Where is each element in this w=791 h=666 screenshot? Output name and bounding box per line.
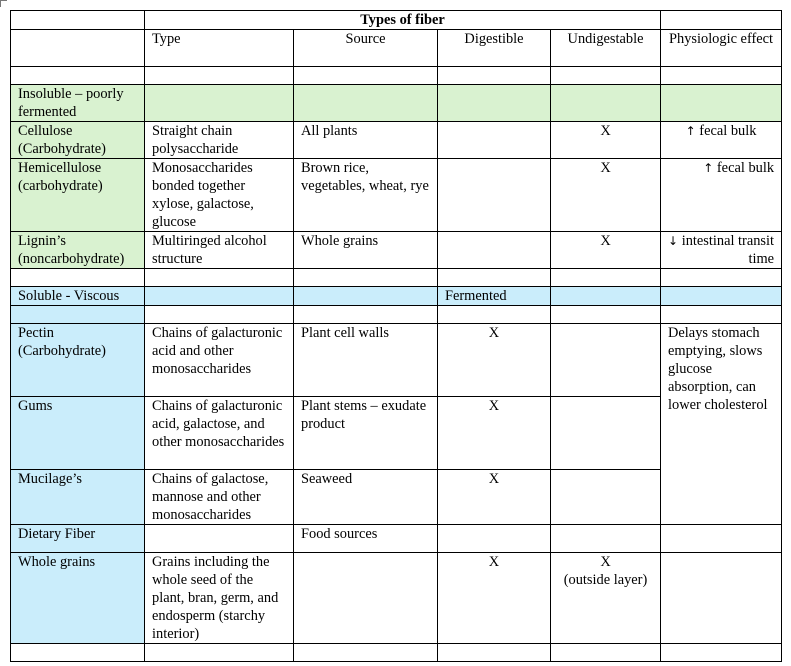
fiber-type: Multiringed alcohol structure	[145, 232, 294, 269]
undigestable-mark	[551, 397, 661, 470]
table-row	[11, 122, 782, 159]
fiber-name: Dietary Fiber	[11, 525, 145, 553]
table-title: Types of fiber	[145, 11, 661, 30]
fiber-type: Straight chain polysaccharide	[145, 122, 294, 159]
header-type: Type	[145, 30, 294, 67]
digestible-mark: X	[438, 397, 551, 470]
digestible-mark: X	[438, 470, 551, 525]
header-digestible: Digestible	[438, 30, 551, 67]
soluble-section-row	[11, 287, 782, 306]
undigestable-mark: X (outside layer)	[551, 553, 661, 644]
header-undigestable: Undigestable	[551, 30, 661, 67]
header-source: Source	[294, 30, 438, 67]
physiologic-effect	[661, 122, 782, 159]
fermented-label: Fermented	[438, 287, 551, 306]
undigestable-mark	[551, 324, 661, 397]
insoluble-section-row	[11, 85, 782, 122]
arrow-up-icon: ↑	[685, 124, 696, 138]
table-row	[11, 232, 782, 269]
fiber-source: Food sources	[294, 525, 438, 553]
fiber-types-table	[10, 10, 782, 662]
fiber-type: Chains of galactose, mannose and other monosaccharides	[145, 470, 294, 525]
table-row	[11, 525, 782, 553]
physiologic-effect	[661, 159, 782, 232]
effect-text: fecal bulk	[716, 160, 775, 176]
fiber-name: Whole grains	[11, 553, 145, 644]
digestible-mark	[438, 122, 551, 159]
empty-cell	[11, 11, 145, 30]
fiber-source: Whole grains	[294, 232, 438, 269]
arrow-down-icon: ↓	[668, 234, 679, 248]
digestible-mark	[438, 159, 551, 232]
fiber-name: Hemicellulose (carbohydrate)	[11, 159, 145, 232]
undigestable-mark: X	[551, 159, 661, 232]
fiber-source: Plant stems – exudate product	[294, 397, 438, 470]
header-row	[11, 30, 782, 67]
digestible-mark: X	[438, 324, 551, 397]
undigestable-note: (outside layer)	[563, 572, 648, 588]
spacer-row	[11, 67, 782, 85]
digestible-mark: X	[438, 553, 551, 644]
physiologic-effect	[661, 232, 782, 269]
undigestable-mark: X	[551, 122, 661, 159]
arrow-up-icon: ↑	[703, 161, 714, 175]
fiber-name: Lignin’s (noncarbohydrate)	[11, 232, 145, 269]
fiber-type: Chains of galacturonic acid and other monosaccharides	[145, 324, 294, 397]
table-row	[11, 553, 782, 644]
shared-physiologic-effect: Delays stomach emptying, slows glucose absorption, can lower cholesterol	[661, 324, 782, 525]
header-physiologic-effect: Physiologic effect	[661, 30, 782, 67]
undigestable-mark	[551, 470, 661, 525]
fiber-type: Chains of galacturonic acid, galactose, and other monosaccharides	[145, 397, 294, 470]
table-row	[11, 159, 782, 232]
insoluble-section-label: Insoluble – poorly fermented	[11, 85, 145, 122]
empty-cell	[661, 11, 782, 30]
fiber-source: Brown rice, vegetables, wheat, rye	[294, 159, 438, 232]
title-row	[11, 11, 782, 30]
fiber-name: Gums	[11, 397, 145, 470]
undigestable-mark: X	[551, 232, 661, 269]
fiber-source: All plants	[294, 122, 438, 159]
table-row	[11, 324, 782, 397]
effect-text: intestinal transit time	[681, 233, 775, 267]
fiber-name: Mucilage’s	[11, 470, 145, 525]
soluble-section-label: Soluble - Viscous	[11, 287, 145, 306]
spacer-row	[11, 269, 782, 287]
fiber-type: Monosaccharides bonded together xylose, galactose, glucose	[145, 159, 294, 232]
effect-text: fecal bulk	[699, 123, 757, 139]
fiber-source: Plant cell walls	[294, 324, 438, 397]
fiber-source: Seaweed	[294, 470, 438, 525]
fiber-name: Pectin (Carbohydrate)	[11, 324, 145, 397]
digestible-mark	[438, 232, 551, 269]
document-corner-mark	[0, 0, 7, 7]
spacer-row	[11, 306, 782, 324]
fiber-type: Grains including the whole seed of the plant, bran, germ, and endosperm (starchy interior)	[145, 553, 294, 644]
empty-cell	[11, 30, 145, 67]
fiber-name: Cellulose (Carbohydrate)	[11, 122, 145, 159]
spacer-row	[11, 644, 782, 662]
